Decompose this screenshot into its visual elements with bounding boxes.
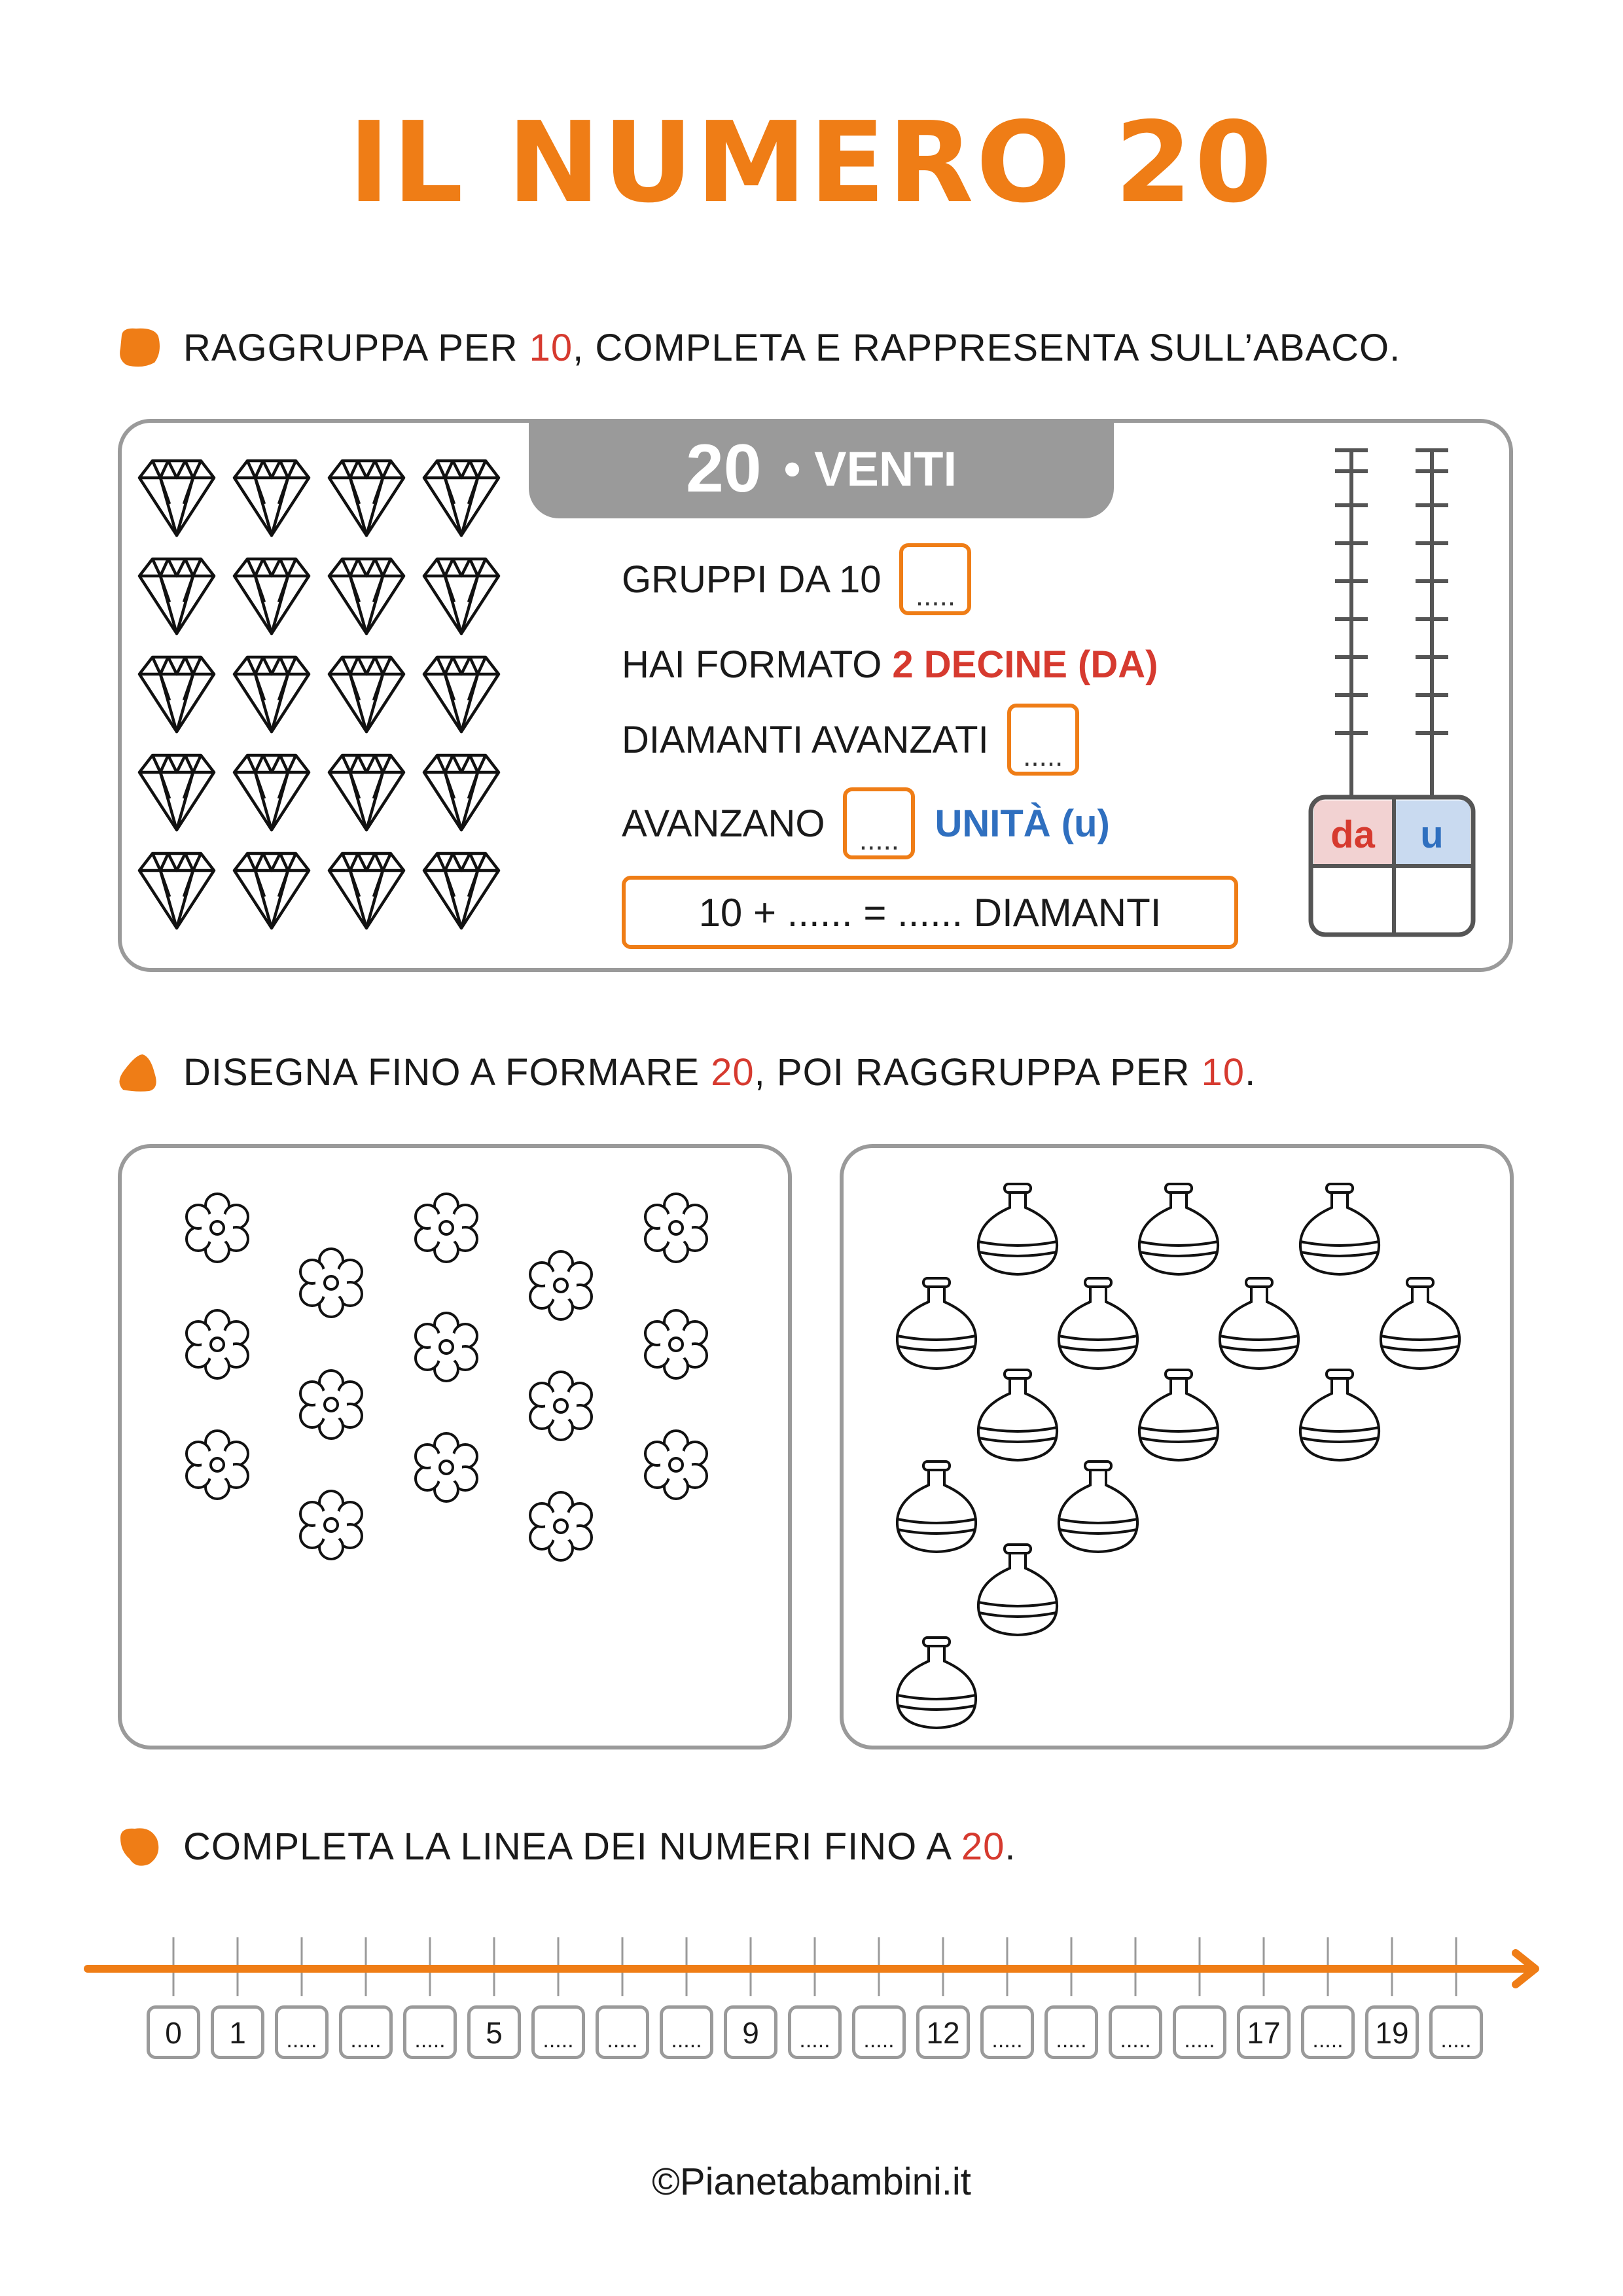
number-box[interactable]: .....	[339, 2005, 393, 2059]
diamond-icon	[329, 461, 404, 535]
diamond-icon	[424, 853, 499, 928]
vase-icon	[1300, 1184, 1379, 1274]
diamond-icon	[234, 853, 309, 928]
vases-drawing	[840, 1144, 1514, 1749]
vase-icon	[1139, 1370, 1218, 1460]
flower-icon	[300, 1491, 362, 1559]
number-box[interactable]: 19	[1365, 2005, 1419, 2059]
flower-icon	[416, 1433, 477, 1501]
leftover-line: DIAMANTI AVANZATI .....	[622, 704, 1079, 776]
flower-icon	[645, 1194, 707, 1262]
abacus-units-label: u	[1420, 814, 1444, 856]
flower-icon	[530, 1251, 592, 1319]
diamond-icon	[234, 657, 309, 732]
number-box[interactable]: .....	[596, 2005, 649, 2059]
vase-icon	[1059, 1462, 1137, 1552]
flower-icon	[645, 1310, 707, 1378]
section1-instruction: RAGGRUPPA PER 10, COMPLETA E RAPPRESENTA SULL’ABACO.	[183, 327, 1401, 369]
number-box[interactable]: .....	[531, 2005, 585, 2059]
diamond-icon	[329, 657, 404, 732]
flower-icon	[645, 1431, 707, 1499]
flower-icon	[300, 1371, 362, 1439]
number-box[interactable]: .....	[1109, 2005, 1162, 2059]
diamond-icon	[139, 559, 214, 634]
vase-icon	[897, 1638, 976, 1728]
number-box[interactable]: .....	[660, 2005, 713, 2059]
diamond-icon	[139, 853, 214, 928]
diamond-icon	[329, 559, 404, 634]
diamond-icon	[424, 461, 499, 535]
abacus-tens-label: da	[1330, 814, 1375, 856]
number-box[interactable]: .....	[1301, 2005, 1355, 2059]
units-line: AVANZANO ..... UNITÀ (u)	[622, 787, 1110, 859]
vase-icon	[1059, 1278, 1137, 1369]
diamond-icon	[329, 755, 404, 830]
section2-instruction: DISEGNA FINO A FORMARE 20, POI RAGGRUPPA PER 10.	[183, 1051, 1257, 1094]
banner-word: • VENTI	[783, 441, 957, 496]
number-line-boxes	[147, 2005, 1521, 2064]
diamond-icon	[424, 657, 499, 732]
banner-number: 20	[685, 430, 762, 507]
diamond-icon	[234, 755, 309, 830]
vase-icon	[1220, 1278, 1298, 1369]
flower-icon	[416, 1194, 477, 1262]
number-box[interactable]: 9	[724, 2005, 777, 2059]
diamond-icon	[234, 559, 309, 634]
flowers-drawing	[118, 1144, 792, 1749]
section3-instruction: COMPLETA LA LINEA DEI NUMERI FINO A 20.	[183, 1825, 1016, 1868]
diamond-icon	[234, 461, 309, 535]
vase-icon	[1381, 1278, 1459, 1369]
blob-bullet-icon	[116, 1825, 162, 1867]
diamond-icon	[424, 755, 499, 830]
vase-icon	[978, 1545, 1057, 1635]
diamonds-grid	[131, 452, 517, 949]
groups-line: GRUPPI DA 10 .....	[622, 543, 971, 615]
flower-icon	[187, 1310, 248, 1378]
vase-icon	[897, 1278, 976, 1369]
number-box[interactable]: .....	[275, 2005, 329, 2059]
vase-icon	[978, 1184, 1057, 1274]
diamond-icon	[139, 755, 214, 830]
diamond-icon	[424, 559, 499, 634]
equation-box[interactable]: 10 + ...... = ...... DIAMANTI	[622, 876, 1238, 949]
blob-bullet-icon	[116, 326, 162, 368]
flower-icon	[530, 1372, 592, 1440]
leftover-answer-box[interactable]: .....	[1007, 704, 1079, 776]
flower-icon	[187, 1431, 248, 1499]
number-box[interactable]: .....	[852, 2005, 906, 2059]
vase-icon	[897, 1462, 976, 1552]
tens-line: HAI FORMATO 2 DECINE (DA)	[622, 643, 1158, 686]
flower-icon	[300, 1249, 362, 1317]
footer-copyright: ©Pianetabambini.it	[652, 2161, 971, 2203]
vase-icon	[1139, 1184, 1218, 1274]
number-box[interactable]: .....	[1173, 2005, 1226, 2059]
number-box[interactable]: .....	[788, 2005, 842, 2059]
flower-icon	[530, 1492, 592, 1560]
units-answer-box[interactable]: .....	[843, 787, 915, 859]
page-title: IL NUMERO 20	[348, 98, 1275, 228]
number-box[interactable]: 1	[211, 2005, 264, 2059]
number-box[interactable]: 12	[916, 2005, 970, 2059]
number-banner	[529, 419, 1114, 518]
number-box[interactable]: 5	[467, 2005, 521, 2059]
number-box[interactable]: .....	[1429, 2005, 1483, 2059]
vase-icon	[1300, 1370, 1379, 1460]
groups-answer-box[interactable]: .....	[899, 543, 971, 615]
blob-bullet-icon	[116, 1050, 162, 1092]
number-box[interactable]: 0	[147, 2005, 200, 2059]
number-box[interactable]: .....	[403, 2005, 457, 2059]
number-box[interactable]: .....	[980, 2005, 1034, 2059]
vase-icon	[978, 1370, 1057, 1460]
flower-icon	[416, 1313, 477, 1381]
diamond-icon	[139, 657, 214, 732]
diamond-icon	[139, 461, 214, 535]
number-box[interactable]: .....	[1044, 2005, 1098, 2059]
abacus	[1302, 445, 1479, 956]
diamond-icon	[329, 853, 404, 928]
number-box[interactable]: 17	[1237, 2005, 1291, 2059]
flower-icon	[187, 1194, 248, 1262]
